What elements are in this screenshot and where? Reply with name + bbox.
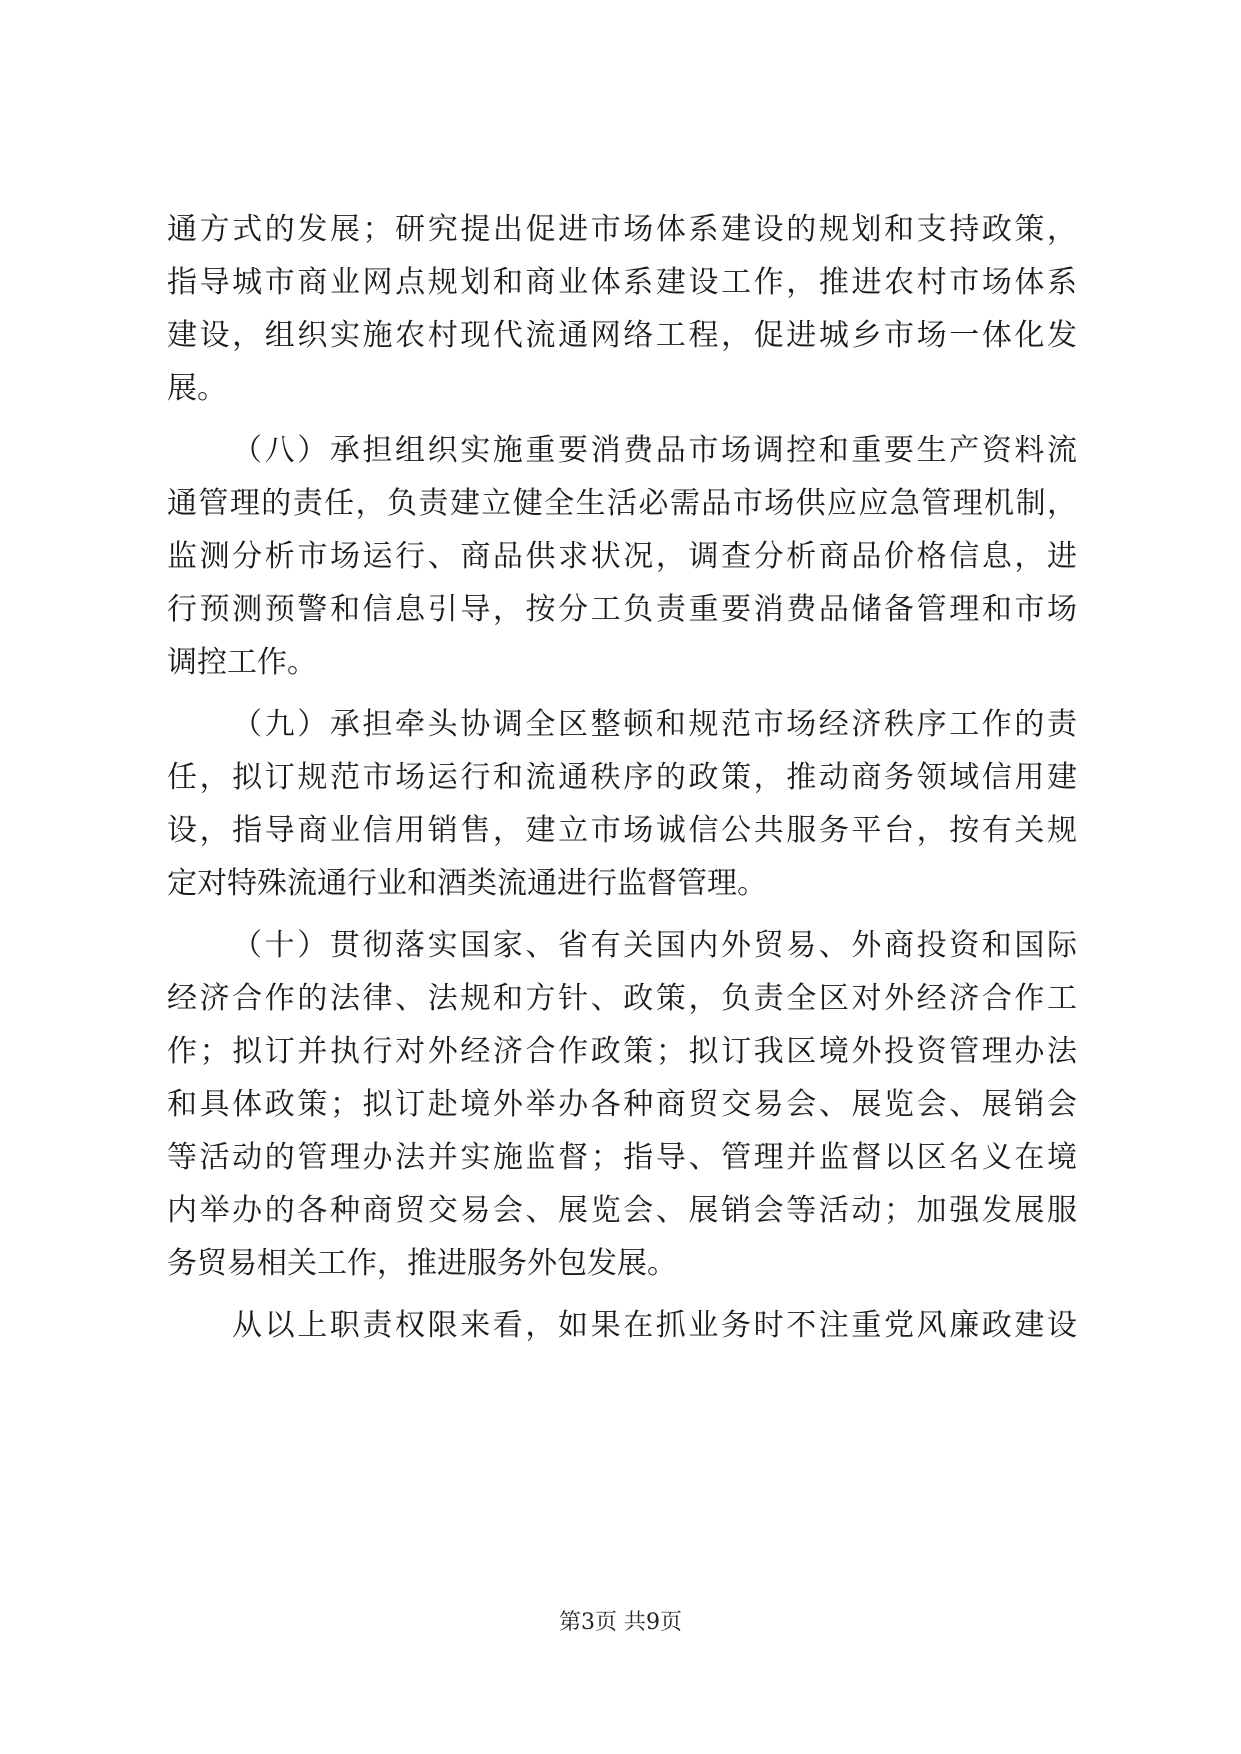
text-line: 建设，组织实施农村现代流通网络工程，促进城乡市场一体化发 bbox=[167, 318, 1077, 353]
text-line: 等活动的管理办法并实施监督；指导、管理并监督以区名义在境 bbox=[167, 1140, 1077, 1175]
text-line: 经济合作的法律、法规和方针、政策，负责全区对外经济合作工 bbox=[167, 981, 1077, 1016]
text-line: 调控工作。 bbox=[167, 645, 317, 680]
text-line: （八）承担组织实施重要消费品市场调控和重要生产资料流 bbox=[232, 433, 1077, 468]
text-line: 任，拟订规范市场运行和流通秩序的政策，推动商务领域信用建 bbox=[167, 760, 1077, 795]
text-line: 行预测预警和信息引导，按分工负责重要消费品储备管理和市场 bbox=[167, 592, 1077, 627]
text-line: 从以上职责权限来看，如果在抓业务时不注重党风廉政建设 bbox=[232, 1308, 1077, 1343]
text-line: （九）承担牵头协调全区整顿和规范市场经济秩序工作的责 bbox=[232, 707, 1077, 742]
text-line: 展。 bbox=[167, 371, 227, 406]
text-line: 内举办的各种商贸交易会、展览会、展销会等活动；加强发展服 bbox=[167, 1193, 1077, 1228]
text-line: 设，指导商业信用销售，建立市场诚信公共服务平台，按有关规 bbox=[167, 813, 1077, 848]
page-number-footer: 第3页 共9页 bbox=[559, 1610, 682, 1635]
text-line: 指导城市商业网点规划和商业体系建设工作，推进农村市场体系 bbox=[167, 265, 1077, 300]
text-line: 通方式的发展；研究提出促进市场体系建设的规划和支持政策， bbox=[167, 212, 1077, 247]
text-line: 监测分析市场运行、商品供求状况，调查分析商品价格信息，进 bbox=[167, 539, 1077, 574]
text-line: 定对特殊流通行业和酒类流通进行监督管理。 bbox=[167, 866, 767, 901]
text-line: 务贸易相关工作，推进服务外包发展。 bbox=[167, 1246, 677, 1281]
text-line: 通管理的责任，负责建立健全生活必需品市场供应应急管理机制， bbox=[167, 486, 1077, 521]
text-line: （十）贯彻落实国家、省有关国内外贸易、外商投资和国际 bbox=[232, 928, 1077, 963]
text-line: 和具体政策；拟订赴境外举办各种商贸交易会、展览会、展销会 bbox=[167, 1087, 1077, 1122]
text-line: 作；拟订并执行对外经济合作政策；拟订我区境外投资管理办法 bbox=[167, 1034, 1077, 1069]
